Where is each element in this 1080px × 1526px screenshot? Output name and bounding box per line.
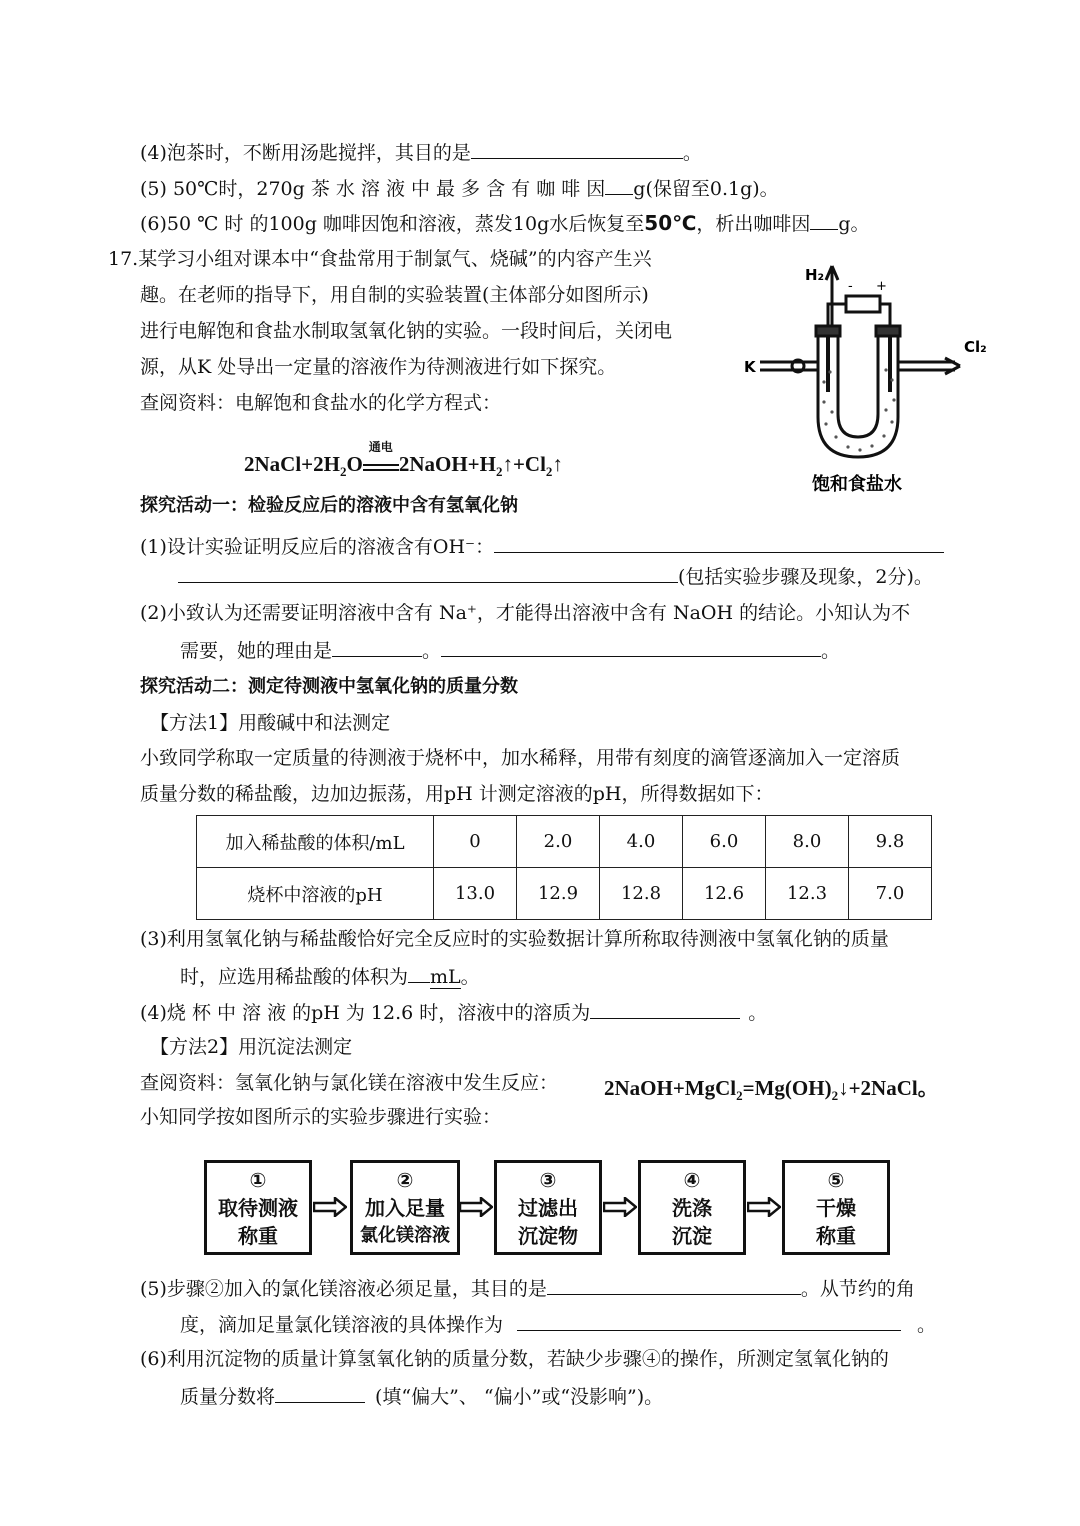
answer-blank-5b[interactable] [517,1310,901,1331]
sub-question-1: (1)设计实验证明反应后的溶液含有OH⁻： [140,532,944,560]
method-2-intro: 小知同学按如图所示的实验步骤进行实验： [140,1106,502,1128]
question-6: (6)50 ℃ 时 的100g 咖啡因饱和溶液，蒸发10g水后恢复至50℃，析出咖啡因 g。 [140,211,870,235]
sub-question-2-cont: 需要，她的理由是 。 。 [180,636,840,664]
electrolysis-equation: $2NaCl+2H_2O$ 通电 $2NaOH+H_2↑+Cl_2↑$ [244,440,563,480]
method-2-heading: 【方法2】用沉淀法测定 [150,1036,353,1058]
question-5: (5) 50℃时，270g 茶 水 溶 液 中 最 多 含 有 咖 啡 因 g(保留至0.1g)。 [140,174,779,202]
sub-question-6: (6)利用沉淀物的质量计算氢氧化钠的质量分数，若缺少步骤④的操作，所测定氢氧化钠的 [140,1348,889,1370]
table-cell: 8.0 [766,816,849,868]
flow-arrow-icon [313,1197,347,1217]
answer-blank-q4[interactable] [471,138,683,159]
activity-1-heading: 探究活动一：检验反应后的溶液中含有氢氧化钠 [140,495,518,516]
ph-data-table [196,815,932,920]
flow-step-5: ⑤ 干燥 称重 [782,1160,890,1255]
sub-question-3-cont: 时，应选用稀盐酸的体积为 mL。 [180,962,480,990]
flow-step-1: ① 取待测液 称重 [204,1160,312,1255]
table-cell: 13.0 [434,868,517,920]
method-1-heading: 【方法1】用酸碱中和法测定 [150,712,391,734]
question-17-line2: 趣。在老师的指导下，用自制的实验装置(主体部分如图所示) [140,284,649,306]
question-17-line1: 17.某学习小组对课本中“食盐常用于制氯气、烧碱”的内容产生兴 [108,248,652,270]
answer-blank-1b[interactable] [178,562,678,583]
answer-blank-2a[interactable] [332,636,422,657]
table-cell: 12.6 [683,868,766,920]
answer-blank-q6[interactable] [810,209,838,230]
row2-label: 烧杯中溶液的pH [197,868,434,920]
table-cell: 12.3 [766,868,849,920]
method-2-reference: 查阅资料：氢氧化钠与氯化镁在溶液中发生反应： [140,1072,559,1094]
table-cell: 6.0 [683,816,766,868]
flow-step-4: ④ 洗涤 沉淀 [638,1160,746,1255]
table-cell: 2.0 [517,816,600,868]
apparatus-caption: 饱和食盐水 [812,474,902,495]
flow-arrow-icon [747,1197,781,1217]
table-cell: 12.9 [517,868,600,920]
table-cell: 0 [434,816,517,868]
flow-arrow-icon [459,1197,493,1217]
table-cell: 12.8 [600,868,683,920]
answer-blank-6[interactable] [275,1382,365,1403]
method-1-text-1: 小致同学称取一定质量的待测液于烧杯中，加水稀释，用带有刻度的滴管逐滴加入一定溶质 [140,747,901,769]
minus-label: - [848,279,853,294]
answer-blank-1a[interactable] [494,532,944,553]
sub-question-3: (3)利用氢氧化钠与稀盐酸恰好完全反应时的实验数据计算所称取待测液中氢氧化钠的质量 [140,928,889,950]
flow-arrow-icon [603,1197,637,1217]
table-cell: 4.0 [600,816,683,868]
sub-question-2: (2)小致认为还需要证明溶液中含有 Na⁺，才能得出溶液中含有 NaOH 的结论。小知认为不 [140,602,911,624]
row1-label: 加入稀盐酸的体积/mL [197,816,434,868]
table-row [197,816,932,868]
sub-question-6-cont: 质量分数将 (填“偏大”、 “偏小”或“没影响”)。 [180,1382,663,1410]
flow-step-2: ② 加入足量 氯化镁溶液 [350,1160,460,1255]
reaction-condition: 通电 [363,454,399,471]
k-label: K [744,358,756,376]
plus-label: + [876,279,887,294]
answer-blank-q5[interactable] [605,174,633,195]
question-17-line3: 进行电解饱和食盐水制取氢氧化钠的实验。一段时间后，关闭电 [140,320,673,342]
precipitation-equation: $2NaOH+MgCl_2=Mg(OH)_2↓+2NaCl$。 [604,1076,939,1104]
answer-blank-5a[interactable] [547,1274,801,1295]
cl2-label: Cl₂ [964,338,987,356]
table-cell: 7.0 [849,868,932,920]
flow-step-3: ③ 过滤出 沉淀物 [494,1160,602,1255]
answer-blank-2b[interactable] [441,636,821,657]
sub-question-1-cont: (包括实验步骤及现象，2分)。 [178,562,933,590]
table-row [197,868,932,920]
method-1-text-2: 质量分数的稀盐酸，边加边振荡，用pH 计测定溶液的pH，所得数据如下： [140,783,774,805]
question-4: (4)泡茶时，不断用汤匙搅拌，其目的是 。 [140,138,702,166]
table-cell: 9.8 [849,816,932,868]
h2-label: H₂ [805,266,825,284]
question-17-line4: 源，从K 处导出一定量的溶液作为待测液进行如下探究。 [140,356,617,378]
answer-blank-4[interactable] [590,998,740,1019]
reference-intro: 查阅资料：电解饱和食盐水的化学方程式： [140,392,502,414]
activity-2-heading: 探究活动二：测定待测液中氢氧化钠的质量分数 [140,676,518,697]
sub-question-4: (4)烧 杯 中 溶 液 的pH 为 12.6 时，溶液中的溶质为 。 [140,998,767,1026]
sub-question-5-cont: 度，滴加足量氯化镁溶液的具体操作为 。 [180,1310,936,1338]
sub-question-5: (5)步骤②加入的氯化镁溶液必须足量，其目的是 。从节约的角 [140,1274,915,1302]
electrolysis-apparatus [740,252,1000,502]
answer-blank-3[interactable] [408,962,430,983]
